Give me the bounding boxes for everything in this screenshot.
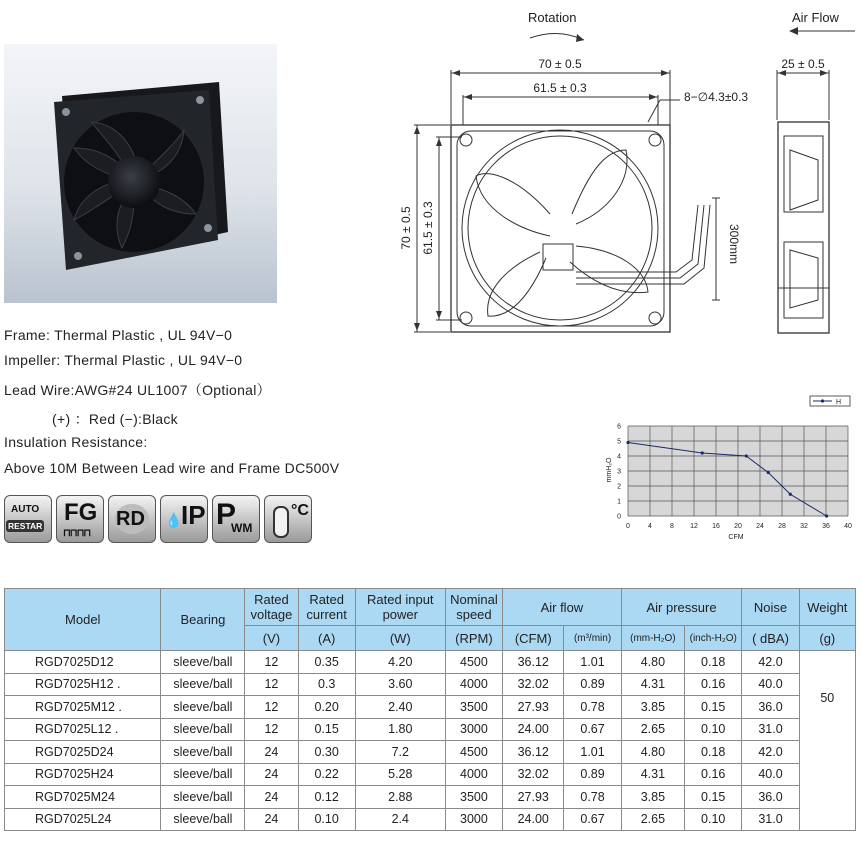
unit-power: (W) <box>355 626 445 651</box>
table-cell: 4.20 <box>355 651 445 674</box>
y-tick-label: 3 <box>617 468 621 476</box>
model-cell: RGD7025M12 . <box>5 696 161 719</box>
rotation-label: Rotation <box>528 10 577 25</box>
spec-table <box>4 588 856 831</box>
chart-legend <box>810 396 850 406</box>
header-current: Rated current <box>298 589 355 626</box>
data-point <box>701 451 704 454</box>
table-cell: sleeve/ball <box>161 651 245 674</box>
x-tick-label: 32 <box>800 523 808 530</box>
table-cell: 0.78 <box>564 786 621 809</box>
table-cell: 12 <box>245 651 298 674</box>
table-cell: 24.00 <box>503 808 564 831</box>
table-cell: 32.02 <box>503 673 564 696</box>
x-tick-label: 20 <box>734 523 742 530</box>
dim-depth: 25 ± 0.5 <box>781 57 825 71</box>
model-cell: RGD7025H12 . <box>5 673 161 696</box>
y-tick-label: 2 <box>617 483 621 491</box>
spec-insulation-title: Insulation Resistance: <box>4 434 148 450</box>
x-tick-label: 4 <box>648 523 652 530</box>
dim-width-inner: 61.5 ± 0.3 <box>533 81 587 95</box>
legend-label: H <box>836 399 842 406</box>
unit-current: (A) <box>298 626 355 651</box>
table-cell: 24 <box>245 763 298 786</box>
table-cell: 3000 <box>445 808 502 831</box>
table-cell: 36.12 <box>503 741 564 764</box>
table-cell: 32.02 <box>503 763 564 786</box>
table-cell: 3.85 <box>621 786 684 809</box>
table-cell: 4.31 <box>621 763 684 786</box>
table-cell: 4.31 <box>621 673 684 696</box>
table-cell: 0.15 <box>298 718 355 741</box>
data-point <box>825 514 828 517</box>
spec-polarity: (+) ：Red (−):Black <box>52 411 178 427</box>
data-point <box>789 493 792 496</box>
table-row <box>5 718 856 741</box>
x-tick-label: 28 <box>778 523 786 530</box>
header-airflow: Air flow <box>503 589 622 626</box>
table-cell: 12 <box>245 673 298 696</box>
table-cell: 0.15 <box>685 696 742 719</box>
table-cell: 5.28 <box>355 763 445 786</box>
header-pressure: Air pressure <box>621 589 742 626</box>
table-body <box>5 651 856 831</box>
table-cell: 4000 <box>445 763 502 786</box>
table-cell: 3500 <box>445 696 502 719</box>
y-tick-label: 5 <box>617 438 621 446</box>
table-cell: 12 <box>245 718 298 741</box>
spec-impeller: Impeller: Thermal Plastic , UL 94V−0 <box>4 352 243 368</box>
table-cell: 0.67 <box>564 808 621 831</box>
table-cell: 3500 <box>445 786 502 809</box>
fg-badge: FG ⊓⊓⊓⊓ <box>56 495 104 543</box>
unit-m3-min: (m³/min) <box>564 626 621 651</box>
table-row <box>5 696 856 719</box>
x-tick-label: 16 <box>712 523 720 530</box>
auto-restart-badge: AUTO RESTAR <box>4 495 52 543</box>
table-row <box>5 741 856 764</box>
table-cell: 0.20 <box>298 696 355 719</box>
thermometer-icon <box>273 506 289 538</box>
unit-inch-h2o: (inch-H₂O) <box>685 626 742 651</box>
dim-lead-length: 300mm <box>727 223 741 265</box>
table-cell: sleeve/ball <box>161 763 245 786</box>
y-axis-label: mmH₂O <box>606 457 613 483</box>
y-tick-label: 0 <box>617 513 621 521</box>
model-cell: RGD7025M24 <box>5 786 161 809</box>
table-cell: sleeve/ball <box>161 696 245 719</box>
ip-badge: 💧 IP <box>160 495 208 543</box>
unit-speed: (RPM) <box>445 626 502 651</box>
table-cell: 0.10 <box>685 808 742 831</box>
table-cell: 4500 <box>445 741 502 764</box>
x-tick-label: 36 <box>822 523 830 530</box>
table-row <box>5 786 856 809</box>
table-row <box>5 763 856 786</box>
dim-height-inner: 61.5 ± 0.3 <box>421 201 435 255</box>
fan-dimension-drawing <box>380 0 861 345</box>
x-tick-label: 24 <box>756 523 764 530</box>
table-cell: 7.2 <box>355 741 445 764</box>
table-cell: sleeve/ball <box>161 741 245 764</box>
table-cell: 1.01 <box>564 741 621 764</box>
table-row <box>5 651 856 674</box>
table-cell: 1.01 <box>564 651 621 674</box>
table-cell: 27.93 <box>503 696 564 719</box>
table-cell: 24.00 <box>503 718 564 741</box>
table-cell: 0.15 <box>685 786 742 809</box>
unit-cfm: (CFM) <box>503 626 564 651</box>
table-cell: 0.89 <box>564 673 621 696</box>
header-bearing: Bearing <box>161 589 245 651</box>
data-point <box>745 454 748 457</box>
table-cell: 0.16 <box>685 763 742 786</box>
table-cell: 2.40 <box>355 696 445 719</box>
model-cell: RGD7025H24 <box>5 763 161 786</box>
dim-holes: 8−∅4.3±0.3 <box>684 90 749 104</box>
unit-mm-h2o: (mm-H₂O) <box>621 626 684 651</box>
table-cell: 4500 <box>445 651 502 674</box>
table-cell: 36.0 <box>742 696 799 719</box>
unit-voltage: (V) <box>245 626 298 651</box>
table-cell: sleeve/ball <box>161 718 245 741</box>
x-tick-label: 12 <box>690 523 698 530</box>
weight-cell: 50 <box>799 651 855 831</box>
table-cell: 31.0 <box>742 718 799 741</box>
model-cell: RGD7025D24 <box>5 741 161 764</box>
spec-insulation-value: Above 10M Between Lead wire and Frame DC500V <box>4 460 340 476</box>
table-cell: 0.30 <box>298 741 355 764</box>
table-cell: 0.18 <box>685 651 742 674</box>
pwm-badge: P WM <box>212 495 260 543</box>
table-cell: 3000 <box>445 718 502 741</box>
table-cell: 0.10 <box>298 808 355 831</box>
table-cell: 12 <box>245 696 298 719</box>
unit-noise: ( dBA) <box>742 626 799 651</box>
header-noise: Noise <box>742 589 799 626</box>
model-cell: RGD7025D12 <box>5 651 161 674</box>
table-cell: 0.12 <box>298 786 355 809</box>
table-cell: 3.60 <box>355 673 445 696</box>
table-cell: 2.65 <box>621 718 684 741</box>
table-cell: 3.85 <box>621 696 684 719</box>
temperature-badge: °C <box>264 495 312 543</box>
water-drop-icon: 💧 <box>165 512 183 528</box>
table-cell: 0.67 <box>564 718 621 741</box>
table-cell: 0.3 <box>298 673 355 696</box>
header-voltage: Rated voltage <box>245 589 298 626</box>
table-cell: sleeve/ball <box>161 786 245 809</box>
dim-width-outer: 70 ± 0.5 <box>538 57 582 71</box>
table-cell: 0.78 <box>564 696 621 719</box>
table-cell: 1.80 <box>355 718 445 741</box>
table-cell: 2.65 <box>621 808 684 831</box>
table-cell: 36.12 <box>503 651 564 674</box>
x-tick-label: 0 <box>626 523 630 530</box>
y-tick-label: 6 <box>617 423 621 431</box>
fan-image <box>4 44 277 303</box>
dim-height-outer: 70 ± 0.5 <box>399 206 413 250</box>
spec-lead-wire: Lead Wire:AWG#24 UL1007（Optional） <box>4 382 271 398</box>
header-weight: Weight <box>799 589 855 626</box>
table-row <box>5 808 856 831</box>
table-cell: 31.0 <box>742 808 799 831</box>
model-cell: RGD7025L12 . <box>5 718 161 741</box>
table-cell: 4.80 <box>621 741 684 764</box>
table-cell: 24 <box>245 808 298 831</box>
table-cell: 24 <box>245 741 298 764</box>
table-cell: 0.22 <box>298 763 355 786</box>
table-cell: 0.35 <box>298 651 355 674</box>
table-cell: 42.0 <box>742 741 799 764</box>
table-cell: 2.88 <box>355 786 445 809</box>
header-power: Rated input power <box>355 589 445 626</box>
x-tick-label: 8 <box>670 523 674 530</box>
table-cell: 36.0 <box>742 786 799 809</box>
header-model: Model <box>5 589 161 651</box>
air-flow-label: Air Flow <box>792 10 839 25</box>
y-tick-label: 1 <box>617 498 621 506</box>
table-cell: 40.0 <box>742 763 799 786</box>
header-speed: Nominal speed <box>445 589 502 626</box>
table-cell: 0.18 <box>685 741 742 764</box>
table-cell: 42.0 <box>742 651 799 674</box>
table-cell: 40.0 <box>742 673 799 696</box>
rd-badge: RD <box>108 495 156 543</box>
table-cell: 0.10 <box>685 718 742 741</box>
table-cell: 4000 <box>445 673 502 696</box>
spec-frame: Frame: Thermal Plastic , UL 94V−0 <box>4 327 233 343</box>
fan-product-photo <box>4 44 277 303</box>
y-tick-label: 4 <box>617 453 621 461</box>
x-axis-label: CFM <box>728 534 744 541</box>
table-cell: 2.4 <box>355 808 445 831</box>
unit-weight: (g) <box>799 626 855 651</box>
table-cell: 4.80 <box>621 651 684 674</box>
model-cell: RGD7025L24 <box>5 808 161 831</box>
table-cell: 0.89 <box>564 763 621 786</box>
table-cell: 24 <box>245 786 298 809</box>
table-cell: sleeve/ball <box>161 808 245 831</box>
table-cell: 0.16 <box>685 673 742 696</box>
data-point <box>767 471 770 474</box>
data-point <box>626 441 629 444</box>
table-cell: 27.93 <box>503 786 564 809</box>
table-row <box>5 673 856 696</box>
x-tick-label: 40 <box>844 523 852 530</box>
pressure-flow-chart <box>596 392 861 542</box>
table-cell: sleeve/ball <box>161 673 245 696</box>
